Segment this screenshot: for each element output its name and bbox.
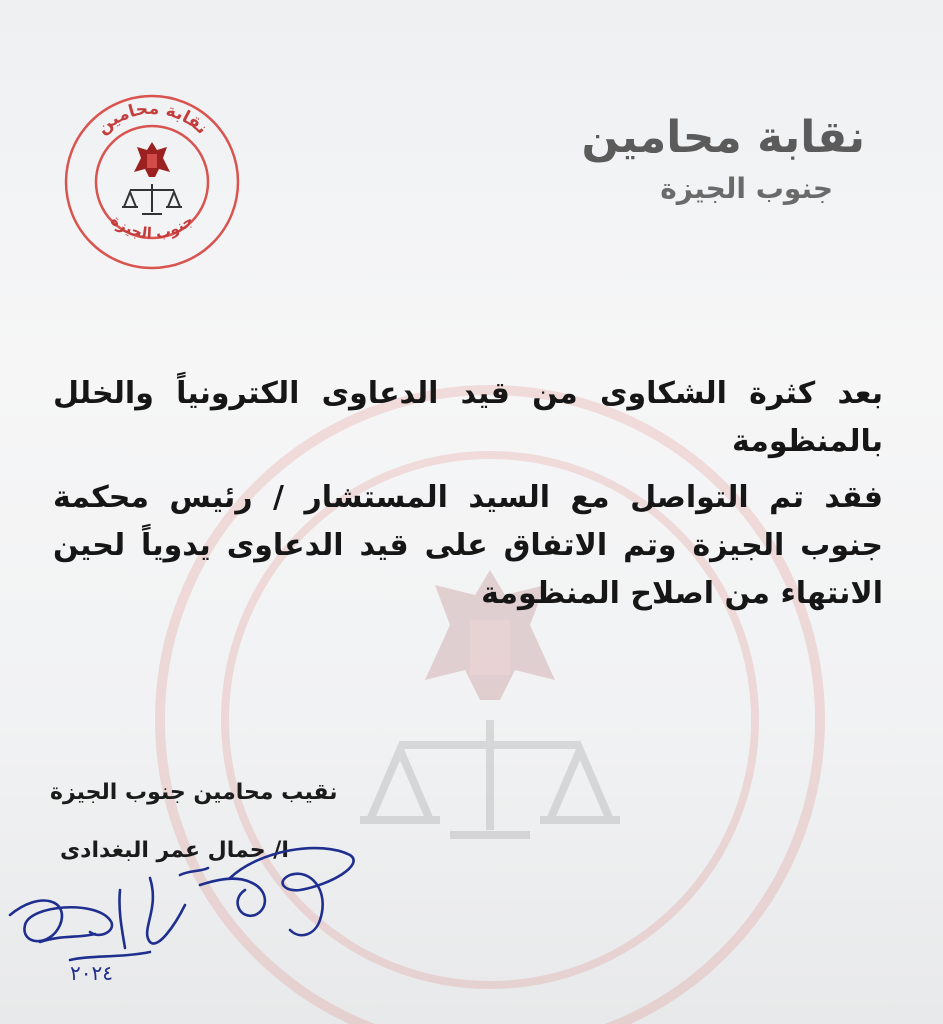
scales-of-justice-icon [122, 184, 182, 214]
svg-text:نقابة محامين: نقابة محامين [93, 98, 212, 139]
eagle-emblem-icon [134, 142, 170, 177]
letter-body [53, 370, 883, 626]
svg-text:جنوب الجيزة: جنوب الجيزة [107, 210, 197, 243]
handwritten-signature [0, 830, 380, 1020]
handwritten-date: ٢٠٢٤ [70, 961, 113, 985]
organization-name: نقابة محامين [581, 112, 865, 163]
organization-branch: جنوب الجيزة [660, 172, 833, 205]
body-paragraph-1: بعد كثرة الشكاوى من قيد الدعاوى الكترونياً والخلل بالمنظومة [53, 376, 883, 459]
body-paragraph-2: فقد تم التواصل مع السيد المستشار / رئيس محكمة جنوب الجيزة وتم الاتفاق على قيد الدعاوى يدوياً لحين الانتهاء من اصلاح المنظومة [53, 480, 883, 611]
signatory-name: ا/ جمال عمر البغدادى [60, 838, 289, 863]
signatory-title: نقيب محامين جنوب الجيزة [50, 780, 338, 805]
lawyers-syndicate-seal [62, 92, 242, 272]
